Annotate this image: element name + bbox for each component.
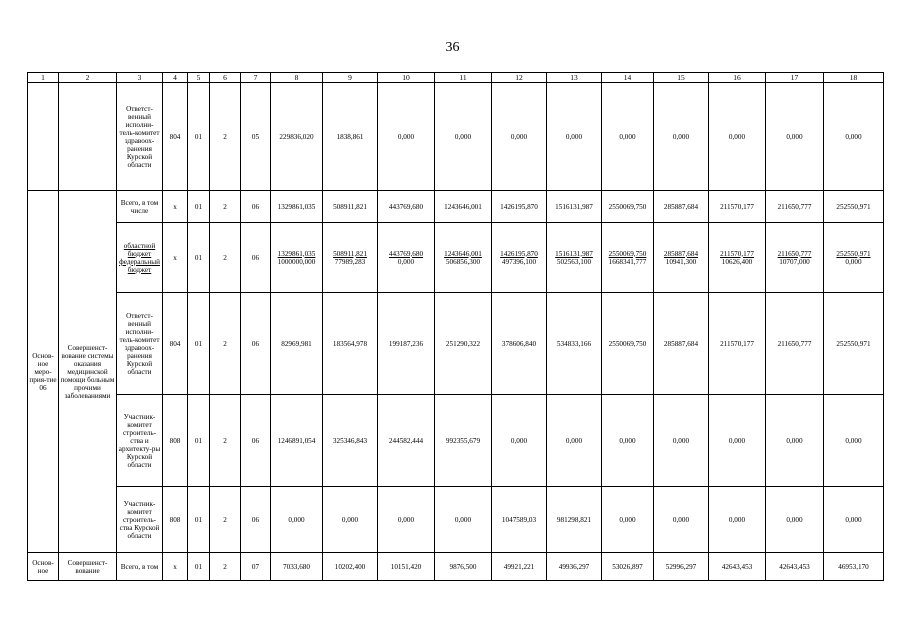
value-cell: 0,000 xyxy=(547,395,602,487)
header-cell: 13 xyxy=(547,73,602,83)
value-cell: 0,000 xyxy=(323,487,378,553)
value-cell: 82969,981 xyxy=(271,293,323,395)
code-cell: 2 xyxy=(210,553,241,581)
value-cell xyxy=(602,223,654,293)
header-cell: 11 xyxy=(435,73,492,83)
value-cell: 2550069,750 xyxy=(602,293,654,395)
value-cell: 10202,400 xyxy=(323,553,378,581)
value-cell: 325346,843 xyxy=(323,395,378,487)
code-cell: 06 xyxy=(241,487,271,553)
measure-title-cell: Совершенст-вование xyxy=(59,553,117,581)
executor-cell: Всего, в том числе xyxy=(117,191,163,223)
value-federal: 10626,400 xyxy=(721,257,753,266)
value-cell: 0,000 xyxy=(271,487,323,553)
empty-cell xyxy=(59,83,117,191)
measure-title-cell: Совершенст-вование системы оказания медицинской помощи больным прочими заболеваниями xyxy=(59,191,117,553)
header-cell: 12 xyxy=(492,73,547,83)
value-cell xyxy=(378,223,435,293)
value-federal: 10941,300 xyxy=(665,257,697,266)
value-cell: 229836,020 xyxy=(271,83,323,191)
value-cell: 1246891,054 xyxy=(271,395,323,487)
value-regional: 211570,177 xyxy=(720,249,754,258)
header-cell: 4 xyxy=(163,73,188,83)
header-cell: 1 xyxy=(28,73,59,83)
header-cell: 16 xyxy=(709,73,766,83)
value-federal: 77989,283 xyxy=(334,257,366,266)
value-regional: 508911,821 xyxy=(333,249,367,258)
header-cell: 15 xyxy=(654,73,709,83)
measure-name-cell: Основ-ное xyxy=(28,553,59,581)
value-cell xyxy=(654,223,709,293)
value-cell xyxy=(766,223,824,293)
code-cell: 01 xyxy=(188,83,210,191)
value-cell: 0,000 xyxy=(709,487,766,553)
value-cell: 508911,821 xyxy=(323,191,378,223)
code-cell: 804 xyxy=(163,83,188,191)
executor-cell: Участник-комитет строитель-ства Курской области xyxy=(117,487,163,553)
table-row xyxy=(28,191,884,223)
value-cell: 49921,221 xyxy=(492,553,547,581)
value-cell: 0,000 xyxy=(824,83,884,191)
measure-name-cell: Основ-ное меро-прия-тие 06 xyxy=(28,191,59,553)
header-cell: 18 xyxy=(824,73,884,83)
value-federal: 10707,000 xyxy=(779,257,810,266)
code-cell: 804 xyxy=(163,293,188,395)
code-cell: 2 xyxy=(210,191,241,223)
code-cell: х xyxy=(163,553,188,581)
value-cell: 1243646,001 xyxy=(435,191,492,223)
value-cell: 211650,777 xyxy=(766,191,824,223)
value-cell: 0,000 xyxy=(378,83,435,191)
value-regional: 285887,684 xyxy=(663,249,699,258)
table-row xyxy=(28,553,884,581)
header-cell: 5 xyxy=(188,73,210,83)
value-regional: 1516131,987 xyxy=(555,249,593,258)
code-cell: х xyxy=(163,223,188,293)
value-cell: 49936,297 xyxy=(547,553,602,581)
value-cell: 42643,453 xyxy=(709,553,766,581)
value-cell: 443769,680 xyxy=(378,191,435,223)
value-cell xyxy=(709,223,766,293)
value-cell: 0,000 xyxy=(824,487,884,553)
value-cell: 1426195,870 xyxy=(492,191,547,223)
value-cell: 211650,777 xyxy=(766,293,824,395)
value-cell xyxy=(824,223,884,293)
table-row xyxy=(28,395,884,487)
code-cell: 01 xyxy=(188,223,210,293)
code-cell: 06 xyxy=(241,223,271,293)
value-regional: 1426195,870 xyxy=(500,249,538,258)
code-cell: 808 xyxy=(163,395,188,487)
value-cell: 10151,420 xyxy=(378,553,435,581)
value-cell: 0,000 xyxy=(378,487,435,553)
header-cell: 6 xyxy=(210,73,241,83)
code-cell: 01 xyxy=(188,293,210,395)
code-cell: х xyxy=(163,191,188,223)
header-cell: 3 xyxy=(117,73,163,83)
value-cell: 52996,297 xyxy=(654,553,709,581)
value-cell xyxy=(435,223,492,293)
code-cell: 06 xyxy=(241,191,271,223)
header-cell: 8 xyxy=(271,73,323,83)
value-cell: 0,000 xyxy=(654,83,709,191)
code-cell: 07 xyxy=(241,553,271,581)
code-cell: 05 xyxy=(241,83,271,191)
value-cell: 0,000 xyxy=(547,83,602,191)
value-cell: 211570,177 xyxy=(709,293,766,395)
value-cell: 0,000 xyxy=(435,487,492,553)
value-cell: 211570,177 xyxy=(709,191,766,223)
header-cell: 17 xyxy=(766,73,824,83)
value-regional: 443769,680 xyxy=(388,249,424,258)
code-cell: 01 xyxy=(188,553,210,581)
value-cell: 534833,166 xyxy=(547,293,602,395)
value-federal: 1668341,777 xyxy=(608,257,647,266)
value-cell: 0,000 xyxy=(602,487,654,553)
value-cell: 1516131,987 xyxy=(547,191,602,223)
header-cell: 9 xyxy=(323,73,378,83)
value-cell: 0,000 xyxy=(602,395,654,487)
value-cell xyxy=(323,223,378,293)
value-cell xyxy=(271,223,323,293)
value-cell xyxy=(547,223,602,293)
value-federal: 1000000,000 xyxy=(277,257,316,266)
table-row xyxy=(28,223,884,293)
table-row xyxy=(28,83,884,191)
code-cell: 2 xyxy=(210,395,241,487)
page-number: 36 xyxy=(445,40,460,55)
value-regional: 2550069,750 xyxy=(608,249,647,258)
value-cell: 981298,821 xyxy=(547,487,602,553)
value-cell: 183564,978 xyxy=(323,293,378,395)
value-federal: 502563,100 xyxy=(556,257,592,266)
value-cell: 0,000 xyxy=(492,83,547,191)
code-cell: 2 xyxy=(210,83,241,191)
value-cell: 0,000 xyxy=(709,395,766,487)
value-regional: 1329861,035 xyxy=(277,249,316,258)
value-cell: 0,000 xyxy=(766,395,824,487)
code-cell: 01 xyxy=(188,395,210,487)
executor-cell: Ответст-венный исполни-тель-комитет здравоох-ранения Курской области xyxy=(117,83,163,191)
value-cell: 251290,322 xyxy=(435,293,492,395)
executor-cell xyxy=(117,223,163,293)
header-cell: 7 xyxy=(241,73,271,83)
value-cell: 0,000 xyxy=(654,395,709,487)
value-cell: 0,000 xyxy=(824,395,884,487)
value-regional: 252550,971 xyxy=(836,249,871,258)
code-cell: 06 xyxy=(241,293,271,395)
value-cell: 252550,971 xyxy=(824,293,884,395)
value-cell: 9876,500 xyxy=(435,553,492,581)
value-cell: 285887,684 xyxy=(654,293,709,395)
value-cell: 0,000 xyxy=(492,395,547,487)
value-cell: 0,000 xyxy=(654,487,709,553)
value-cell: 0,000 xyxy=(766,487,824,553)
value-cell: 46953,170 xyxy=(824,553,884,581)
header-cell: 14 xyxy=(602,73,654,83)
executor-cell: Всего, в том xyxy=(117,553,163,581)
code-cell: 01 xyxy=(188,487,210,553)
value-cell: 7033,680 xyxy=(271,553,323,581)
value-cell: 53026,897 xyxy=(602,553,654,581)
header-cell: 10 xyxy=(378,73,435,83)
value-cell: 285887,684 xyxy=(654,191,709,223)
value-cell: 1838,861 xyxy=(323,83,378,191)
header-row xyxy=(28,73,884,83)
value-federal: 0,000 xyxy=(845,257,862,266)
executor-cell: Ответст-венный исполни-тель-комитет здравоох-ранения Курской области xyxy=(117,293,163,395)
value-cell: 1047589,03 xyxy=(492,487,547,553)
executor-label: областной бюджет федеральный бюджет xyxy=(119,241,160,274)
table-row xyxy=(28,293,884,395)
value-cell: 199187,236 xyxy=(378,293,435,395)
table-row xyxy=(28,487,884,553)
value-federal: 506856,300 xyxy=(445,257,481,266)
value-cell: 42643,453 xyxy=(766,553,824,581)
code-cell: 2 xyxy=(210,293,241,395)
value-regional: 211650,777 xyxy=(777,249,812,258)
value-federal: 497396,100 xyxy=(501,257,537,266)
budget-table xyxy=(27,72,884,581)
code-cell: 2 xyxy=(210,487,241,553)
value-cell: 0,000 xyxy=(435,83,492,191)
code-cell: 808 xyxy=(163,487,188,553)
value-cell: 0,000 xyxy=(766,83,824,191)
value-cell: 1329861,035 xyxy=(271,191,323,223)
code-cell: 2 xyxy=(210,223,241,293)
value-cell: 252550,971 xyxy=(824,191,884,223)
value-cell: 378606,840 xyxy=(492,293,547,395)
value-regional: 1243646,001 xyxy=(444,249,482,258)
executor-cell: Участник-комитет строитель-ства и архитекту-ры Курской области xyxy=(117,395,163,487)
value-federal: 0,000 xyxy=(397,257,415,266)
header-cell: 2 xyxy=(59,73,117,83)
empty-cell xyxy=(28,83,59,191)
value-cell: 0,000 xyxy=(709,83,766,191)
code-cell: 06 xyxy=(241,395,271,487)
value-cell xyxy=(492,223,547,293)
value-cell: 244582,444 xyxy=(378,395,435,487)
value-cell: 992355,679 xyxy=(435,395,492,487)
value-cell: 0,000 xyxy=(602,83,654,191)
code-cell: 01 xyxy=(188,191,210,223)
value-cell: 2550069,750 xyxy=(602,191,654,223)
